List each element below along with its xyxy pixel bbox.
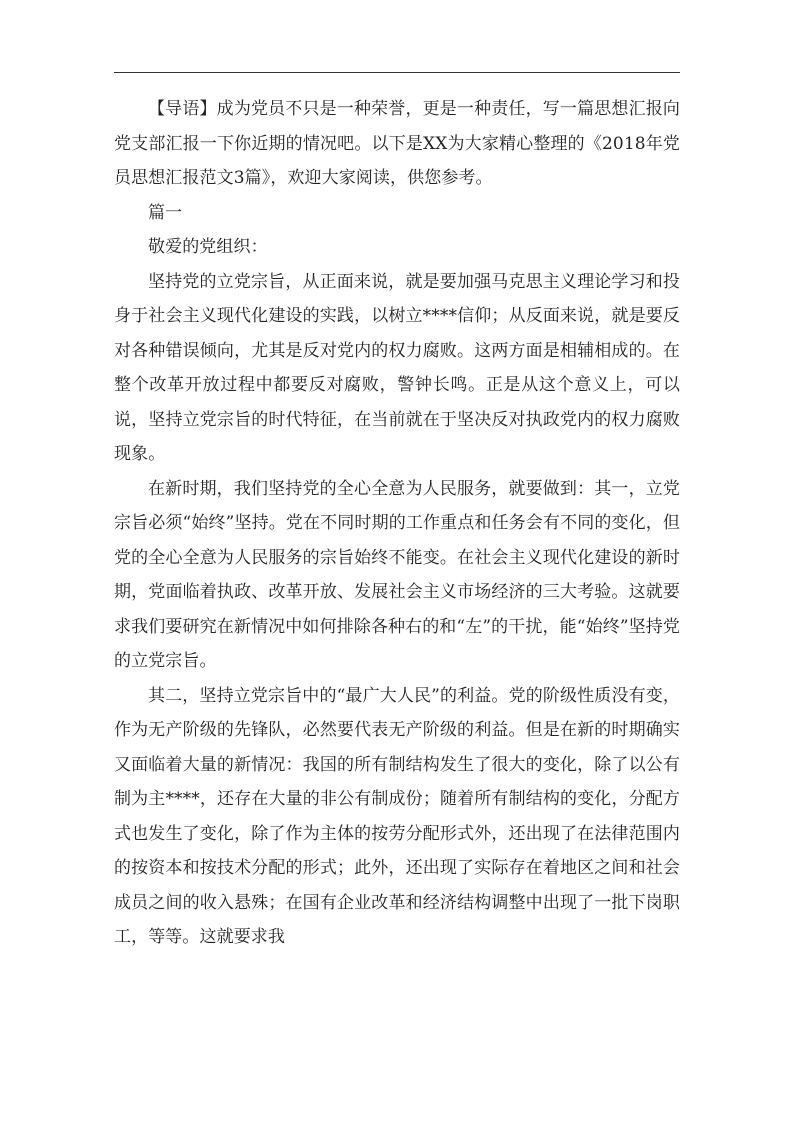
section-heading: 篇一 [148,202,183,223]
body-paragraph: 其二，坚持立党宗旨中的“最广大人民”的利益。党的阶级性质没有变，作为无产阶级的先锋队，必然要代表无产阶级的利益。但是在新的时期确实又面临着大量的新情况：我国的所有制结构发生了很大的变化，除了以公有制为主****，还存在大量的非公有制成份；随着所有制结构的变化，分配方式也发生了变化，除了作为主体的按劳分配形式外，还出现了在法律范围内的按资本和按技术分配的形式；此外，还出现了实际存在着地区之间和社会成员之间的收入悬殊；在国有企业改革和经济结构调整中出现了一批下岗职工，等等。这就要求我 [114,685,680,947]
header-rule [114,72,680,73]
intro-paragraph: 【导语】成为党员不只是一种荣誉，更是一种责任，写一篇思想汇报向党支部汇报一下你近期的情况吧。以下是XX为大家精心整理的《2018年党员思想汇报范文3篇》，欢迎大家阅读，供您参考。 [114,99,680,188]
body-paragraph: 在新时期，我们坚持党的全心全意为人民服务，就要做到：其一，立党宗旨必须“始终”坚持。党在不同时期的工作重点和任务会有不同的变化，但党的全心全意为人民服务的宗旨始终不能变。在社会主义现代化建设的新时期，党面临着执政、改革开放、发展社会主义市场经济的三大考验。这就要求我们要研究在新情况中如何排除各种右的和“左”的干扰，能“始终”坚持党的立党宗旨。 [114,478,680,671]
document-body [114,92,680,955]
body-paragraph: 坚持党的立党宗旨，从正面来说，就是要加强马克思主义理论学习和投身于社会主义现代化建设的实践，以树立****信仰；从反面来说，就是要反对各种错误倾向，尤其是反对党内的权力腐败。这两方面是相辅相成的。在整个改革开放过程中都要反对腐败，警钟长鸣。正是从这个意义上，可以说，坚持立党宗旨的时代特征，在当前就在于坚决反对执政党内的权力腐败现象。 [114,271,680,464]
salutation: 敬爱的党组织： [148,237,268,257]
